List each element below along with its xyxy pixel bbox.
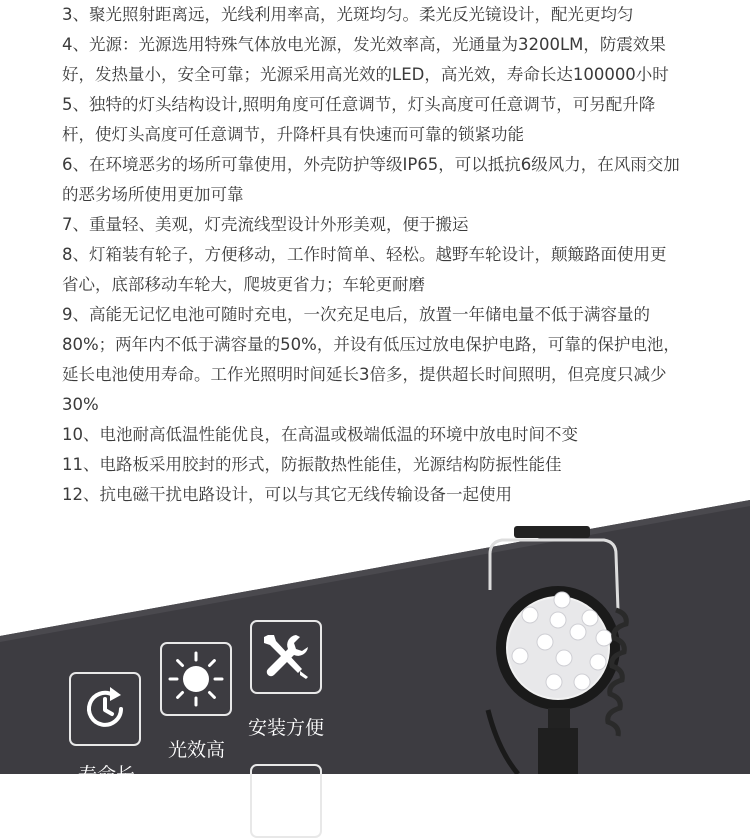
feature-line: 延长电池使用寿命。工作光照明时间延长3倍多，提供超长时间照明，但亮度只减少: [62, 365, 667, 384]
sun-icon: [166, 649, 226, 709]
feature-line: 的恶劣场所使用更加可靠: [62, 185, 244, 204]
install-badge: [250, 620, 322, 694]
work-lamp-image: [478, 520, 638, 774]
life-badge: [69, 672, 141, 746]
feature-line: 7、重量轻、美观，灯壳流线型设计外形美观，便于搬运: [62, 215, 469, 234]
wrench-screwdriver-icon: [258, 629, 314, 685]
feature-line: 80%；两年内不低于满容量的50%，并设有低压过放电保护电路，可靠的保护电池，: [62, 335, 680, 354]
install-badge-label: 安装方便: [248, 717, 325, 739]
efficiency-badge: [160, 642, 232, 716]
feature-line: 好，发热量小，安全可靠；光源采用高光效的LED，高光效，寿命长达100000小时: [62, 65, 669, 84]
clock-refresh-icon: [77, 681, 133, 737]
feature-line: 杆，使灯头高度可任意调节，升降杆具有快速而可靠的锁紧功能: [62, 125, 524, 144]
feature-line: 10、电池耐高低温性能优良，在高温或极端低温的环境中放电时间不变: [62, 425, 578, 444]
feature-line: 6、在环境恶劣的场所可靠使用，外壳防护等级IP65，可以抵抗6级风力，在风雨交加: [62, 155, 680, 174]
feature-line: 9、高能无记忆电池可随时充电，一次充足电后，放置一年储电量不低于满容量的: [62, 305, 650, 324]
feature-line: 3、聚光照射距离远，光线利用率高，光斑均匀。柔光反光镜设计，配光更均匀: [62, 5, 634, 24]
life-badge-label: 寿命长: [78, 764, 136, 786]
feature-line: 5、独特的灯头结构设计,照明角度可任意调节，灯头高度可任意调节，可另配升降: [62, 95, 656, 114]
feature-line: 12、抗电磁干扰电路设计，可以与其它无线传输设备一起使用: [62, 485, 512, 504]
feature-line: 8、灯箱装有轮子，方便移动，工作时简单、轻松。越野车轮设计，颠簸路面使用更: [62, 245, 667, 264]
feature-line: 30%: [62, 395, 99, 414]
efficiency-badge-label: 光效高: [168, 739, 226, 761]
extra-badge: [250, 764, 322, 838]
feature-line: 11、电路板采用胶封的形式，防振散热性能佳，光源结构防振性能佳: [62, 455, 562, 474]
feature-line: 省心，底部移动车轮大，爬坡更省力；车轮更耐磨: [62, 275, 425, 294]
feature-line: 4、光源：光源选用特殊气体放电光源，发光效率高，光通量为3200LM，防震效果: [62, 35, 666, 54]
